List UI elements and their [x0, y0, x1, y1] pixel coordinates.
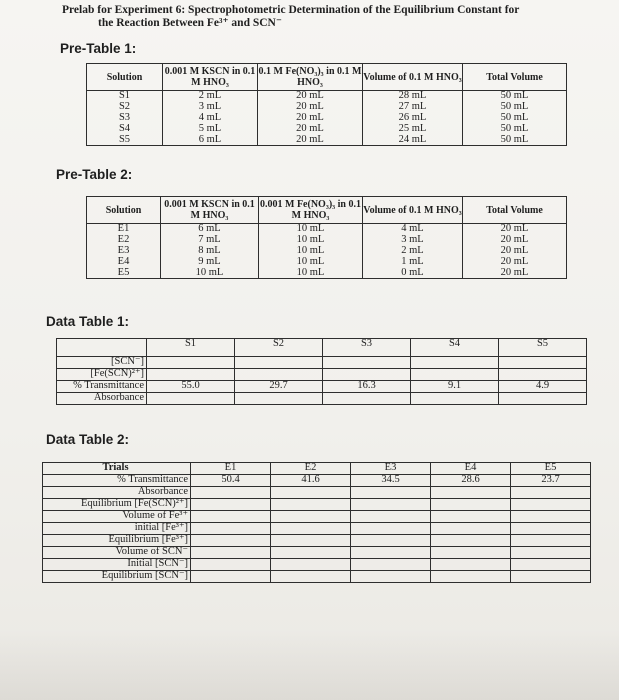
- value-cell: 23.7: [511, 475, 591, 487]
- data-table-1-header-row: [57, 339, 587, 357]
- pre-table-2-header: Total Volume: [463, 197, 567, 224]
- table-row: [87, 135, 567, 146]
- value-cell: [351, 571, 431, 583]
- table-row: [43, 535, 591, 547]
- value-cell: [191, 487, 271, 499]
- table-row: [57, 393, 587, 405]
- volume-cell: 2 mL: [163, 91, 258, 102]
- volume-cell: 9 mL: [161, 257, 259, 268]
- pre-table-2-header: Solution: [87, 197, 161, 224]
- table-row: [87, 102, 567, 113]
- value-cell: [511, 487, 591, 499]
- value-cell: [191, 547, 271, 559]
- volume-cell: 25 mL: [363, 124, 463, 135]
- value-cell: [271, 571, 351, 583]
- row-label: Equilibrium [Fe³⁺]: [43, 535, 191, 547]
- volume-cell: 27 mL: [363, 102, 463, 113]
- value-cell: [411, 369, 499, 381]
- volume-cell: 20 mL: [463, 224, 567, 235]
- value-cell: [323, 393, 411, 405]
- table-row: [43, 547, 591, 559]
- pre-table-2-title: Pre-Table 2:: [56, 167, 133, 182]
- data-table-1-column: S1: [147, 339, 235, 357]
- pre-table-1-title: Pre-Table 1:: [60, 41, 137, 56]
- volume-cell: 2 mL: [363, 246, 463, 257]
- value-cell: [431, 535, 511, 547]
- volume-cell: 10 mL: [161, 268, 259, 279]
- value-cell: 28.6: [431, 475, 511, 487]
- value-cell: [511, 547, 591, 559]
- pre-table-2-header: 0.001 M KSCN in 0.1 M HNO₃: [161, 197, 259, 224]
- value-cell: [431, 487, 511, 499]
- trials-label: Trials: [43, 463, 191, 475]
- value-cell: [271, 559, 351, 571]
- value-cell: 34.5: [351, 475, 431, 487]
- value-cell: [271, 511, 351, 523]
- table-row: [57, 357, 587, 369]
- value-cell: [271, 523, 351, 535]
- value-cell: 29.7: [235, 381, 323, 393]
- table-row: [87, 257, 567, 268]
- table-row: [87, 113, 567, 124]
- table-row: [43, 559, 591, 571]
- table-row: [43, 511, 591, 523]
- volume-cell: 3 mL: [163, 102, 258, 113]
- volume-cell: 10 mL: [259, 257, 363, 268]
- row-label: Initial [SCN⁻]: [43, 559, 191, 571]
- table-row: [87, 124, 567, 135]
- value-cell: 50.4: [191, 475, 271, 487]
- solution-id-cell: E4: [87, 257, 161, 268]
- value-cell: [351, 511, 431, 523]
- data-table-2-title: Data Table 2:: [46, 432, 130, 447]
- row-label: Absorbance: [57, 393, 147, 405]
- pre-table-1: [86, 63, 567, 146]
- volume-cell: 7 mL: [161, 235, 259, 246]
- value-cell: [191, 535, 271, 547]
- table-row: [43, 571, 591, 583]
- value-cell: [147, 393, 235, 405]
- value-cell: [191, 571, 271, 583]
- value-cell: [351, 559, 431, 571]
- value-cell: [271, 547, 351, 559]
- value-cell: [351, 499, 431, 511]
- data-table-2-column: E5: [511, 463, 591, 475]
- value-cell: [191, 559, 271, 571]
- table-row: [87, 246, 567, 257]
- volume-cell: 1 mL: [363, 257, 463, 268]
- value-cell: [431, 523, 511, 535]
- value-cell: [235, 369, 323, 381]
- value-cell: [191, 523, 271, 535]
- value-cell: [431, 571, 511, 583]
- solution-id-cell: E5: [87, 268, 161, 279]
- value-cell: [499, 369, 587, 381]
- table-row: [43, 523, 591, 535]
- table-row: [87, 235, 567, 246]
- data-table-2-column: E3: [351, 463, 431, 475]
- solution-id-cell: S3: [87, 113, 163, 124]
- value-cell: [191, 499, 271, 511]
- volume-cell: 20 mL: [258, 91, 363, 102]
- volume-cell: 20 mL: [258, 102, 363, 113]
- pre-table-1-header: Total Volume: [463, 64, 567, 91]
- title-line-2: the Reaction Between Fe³⁺ and SCN⁻: [98, 17, 282, 29]
- volume-cell: 50 mL: [463, 135, 567, 146]
- volume-cell: 4 mL: [163, 113, 258, 124]
- volume-cell: 24 mL: [363, 135, 463, 146]
- row-label: % Transmittance: [43, 475, 191, 487]
- volume-cell: 5 mL: [163, 124, 258, 135]
- table-row: [43, 487, 591, 499]
- solution-id-cell: S1: [87, 91, 163, 102]
- value-cell: [511, 511, 591, 523]
- value-cell: [147, 369, 235, 381]
- row-label: Volume of SCN⁻: [43, 547, 191, 559]
- value-cell: [511, 535, 591, 547]
- value-cell: [351, 547, 431, 559]
- volume-cell: 3 mL: [363, 235, 463, 246]
- value-cell: [499, 357, 587, 369]
- volume-cell: 6 mL: [161, 224, 259, 235]
- volume-cell: 50 mL: [463, 102, 567, 113]
- value-cell: [351, 523, 431, 535]
- value-cell: 4.9: [499, 381, 587, 393]
- solution-id-cell: S2: [87, 102, 163, 113]
- value-cell: [271, 487, 351, 499]
- table-row: [43, 499, 591, 511]
- row-label: Equilibrium [Fe(SCN)²⁺]: [43, 499, 191, 511]
- volume-cell: 10 mL: [259, 268, 363, 279]
- value-cell: 16.3: [323, 381, 411, 393]
- page-title: [62, 4, 582, 30]
- solution-id-cell: S4: [87, 124, 163, 135]
- pre-table-1-header-row: [87, 64, 567, 91]
- pre-table-1-header: 0.1 M Fe(NO₃)₃ in 0.1 M HNO₃: [258, 64, 363, 91]
- data-table-1-column: S5: [499, 339, 587, 357]
- data-table-2-column: E4: [431, 463, 511, 475]
- row-label: [SCN⁻]: [57, 357, 147, 369]
- data-table-2-column: E1: [191, 463, 271, 475]
- value-cell: [271, 499, 351, 511]
- solution-id-cell: E2: [87, 235, 161, 246]
- pre-table-2-header-row: [87, 197, 567, 224]
- row-label: Volume of Fe³⁺: [43, 511, 191, 523]
- row-label: initial [Fe³⁺]: [43, 523, 191, 535]
- table-row: [87, 91, 567, 102]
- value-cell: [411, 393, 499, 405]
- table-row: [87, 224, 567, 235]
- value-cell: [323, 357, 411, 369]
- volume-cell: 20 mL: [463, 257, 567, 268]
- value-cell: [191, 511, 271, 523]
- value-cell: [411, 357, 499, 369]
- data-table-2: [42, 462, 591, 583]
- data-table-2-column: E2: [271, 463, 351, 475]
- volume-cell: 10 mL: [259, 224, 363, 235]
- pre-table-1-header: Solution: [87, 64, 163, 91]
- value-cell: [511, 571, 591, 583]
- table-row: [57, 369, 587, 381]
- page-shadow: [0, 630, 619, 700]
- pre-table-1-header: 0.001 M KSCN in 0.1 M HNO₃: [163, 64, 258, 91]
- row-label: % Transmittance: [57, 381, 147, 393]
- volume-cell: 10 mL: [259, 246, 363, 257]
- value-cell: [511, 523, 591, 535]
- volume-cell: 20 mL: [258, 124, 363, 135]
- value-cell: 9.1: [411, 381, 499, 393]
- row-label: [Fe(SCN)²⁺]: [57, 369, 147, 381]
- value-cell: [235, 393, 323, 405]
- data-table-1: [56, 338, 587, 405]
- volume-cell: 20 mL: [463, 235, 567, 246]
- value-cell: [235, 357, 323, 369]
- volume-cell: 50 mL: [463, 113, 567, 124]
- data-table-2-header-row: [43, 463, 591, 475]
- volume-cell: 28 mL: [363, 91, 463, 102]
- value-cell: [511, 559, 591, 571]
- volume-cell: 4 mL: [363, 224, 463, 235]
- value-cell: 55.0: [147, 381, 235, 393]
- pre-table-2-header: 0.001 M Fe(NO₃)₃ in 0.1 M HNO₃: [259, 197, 363, 224]
- volume-cell: 50 mL: [463, 91, 567, 102]
- solution-id-cell: E1: [87, 224, 161, 235]
- data-table-1-title: Data Table 1:: [46, 314, 130, 329]
- row-label: Absorbance: [43, 487, 191, 499]
- value-cell: [323, 369, 411, 381]
- solution-id-cell: E3: [87, 246, 161, 257]
- value-cell: [271, 535, 351, 547]
- value-cell: [351, 487, 431, 499]
- volume-cell: 20 mL: [258, 135, 363, 146]
- table-row: [57, 381, 587, 393]
- value-cell: [431, 559, 511, 571]
- data-table-1-corner: [57, 339, 147, 357]
- value-cell: [499, 393, 587, 405]
- value-cell: [431, 547, 511, 559]
- value-cell: [147, 357, 235, 369]
- table-row: [43, 475, 591, 487]
- volume-cell: 20 mL: [463, 268, 567, 279]
- volume-cell: 26 mL: [363, 113, 463, 124]
- table-row: [87, 268, 567, 279]
- value-cell: 41.6: [271, 475, 351, 487]
- volume-cell: 20 mL: [258, 113, 363, 124]
- volume-cell: 50 mL: [463, 124, 567, 135]
- data-table-1-column: S2: [235, 339, 323, 357]
- volume-cell: 0 mL: [363, 268, 463, 279]
- volume-cell: 8 mL: [161, 246, 259, 257]
- volume-cell: 6 mL: [163, 135, 258, 146]
- title-line-1: Prelab for Experiment 6: Spectrophotometric Determination of the Equilibrium Constant for: [62, 4, 520, 16]
- volume-cell: 20 mL: [463, 246, 567, 257]
- data-table-1-column: S4: [411, 339, 499, 357]
- pre-table-2-header: Volume of 0.1 M HNO₃: [363, 197, 463, 224]
- volume-cell: 10 mL: [259, 235, 363, 246]
- row-label: Equilibrium [SCN⁻]: [43, 571, 191, 583]
- value-cell: [511, 499, 591, 511]
- value-cell: [431, 511, 511, 523]
- value-cell: [431, 499, 511, 511]
- pre-table-1-header: Volume of 0.1 M HNO₃: [363, 64, 463, 91]
- pre-table-2: [86, 196, 567, 279]
- value-cell: [351, 535, 431, 547]
- solution-id-cell: S5: [87, 135, 163, 146]
- data-table-1-column: S3: [323, 339, 411, 357]
